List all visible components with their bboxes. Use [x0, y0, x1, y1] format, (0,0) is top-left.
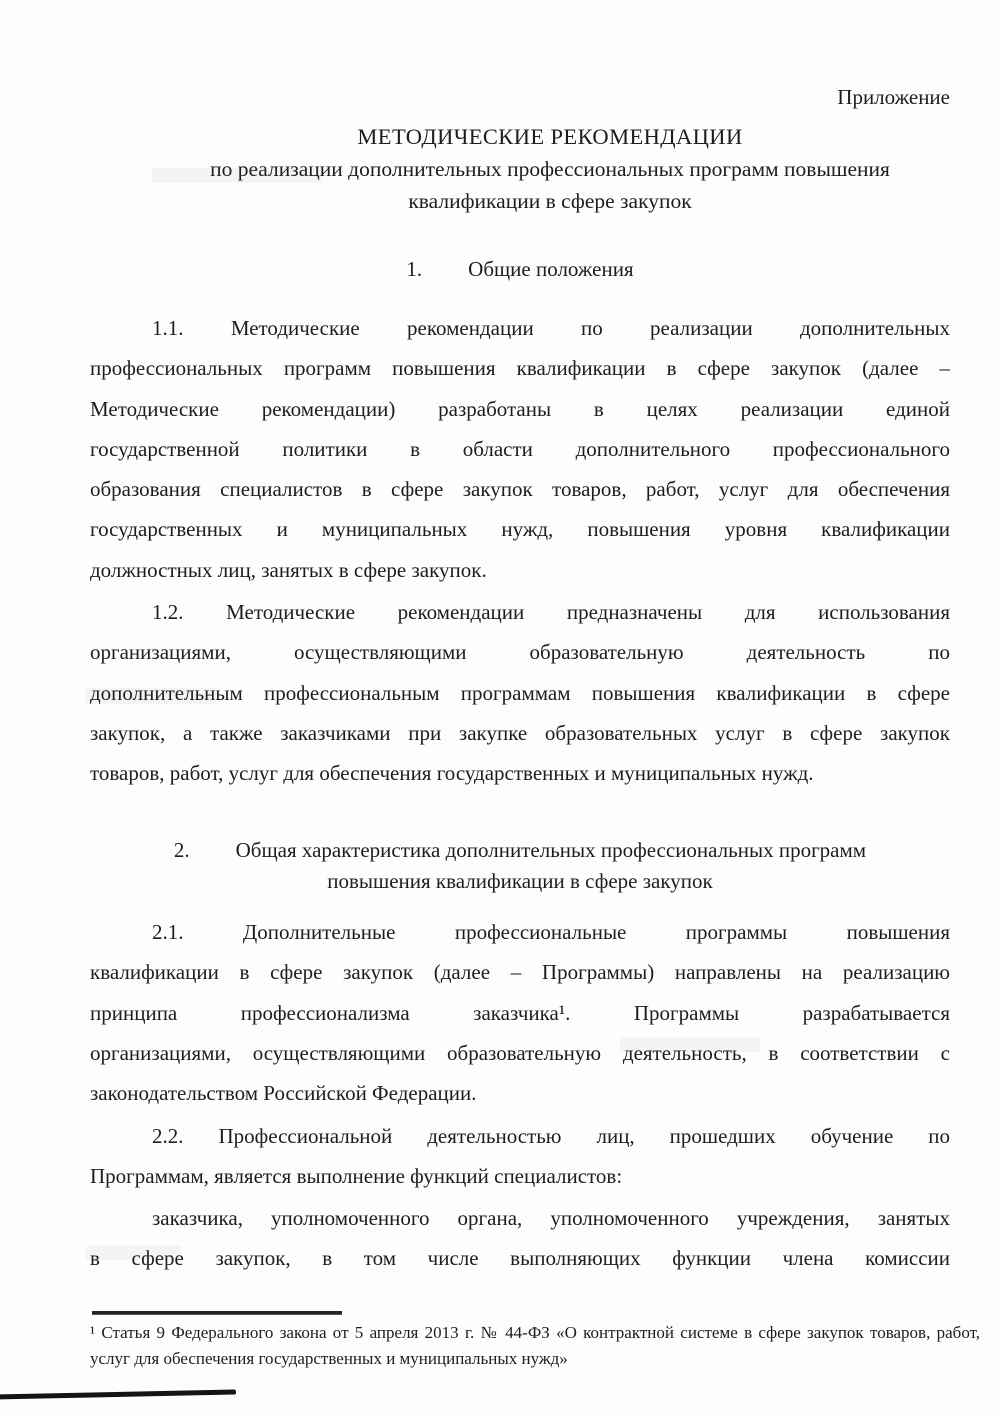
section-1-heading [90, 254, 950, 285]
paragraph-2-1 [90, 912, 950, 1113]
footnote-separator-rule [92, 1311, 342, 1315]
appendix-label: Приложение [837, 85, 950, 109]
text-line: принципа профессионализма заказчика¹. Программы разрабатывается [90, 1000, 950, 1025]
document-title-subline-2: квалификации в сфере закупок [408, 189, 692, 213]
text-line: 2.2. Профессиональной деятельностью лиц, прошедших обучение по [152, 1124, 950, 1148]
text-line: законодательством Российской Федерации. [90, 1081, 477, 1106]
scan-artifact-line [0, 1389, 236, 1399]
text-line: услуг для обеспечения государственных и муниципальных нужд» [90, 1348, 568, 1368]
text-line: в сфере закупок, в том числе выполняющих функции члена комиссии [90, 1246, 950, 1271]
text-line: профессиональных программ повышения квалификации в сфере закупок (далее – [90, 356, 950, 381]
text-line: организациями, осуществляющими образовательную деятельность по [90, 640, 950, 665]
section-2-heading [90, 835, 950, 897]
text-line: квалификации в сфере закупок (далее – Программы) направлены на реализацию [90, 960, 950, 985]
section-1-number: 1. [406, 257, 423, 281]
text-line: Программам, является выполнение функций специалистов: [90, 1164, 623, 1189]
text-line: должностных лиц, занятых в сфере закупок. [90, 557, 487, 582]
paragraph-2-2 [90, 1116, 950, 1197]
paragraph-2-2-continuation [90, 1198, 950, 1279]
text-line: товаров, работ, услуг для обеспечения государственных и муниципальных нужд. [90, 761, 814, 786]
text-line: 2.1. Дополнительные профессиональные программы повышения [152, 920, 950, 944]
document-title-main: МЕТОДИЧЕСКИЕ РЕКОМЕНДАЦИИ [357, 124, 743, 149]
section-2-number: 2. [173, 838, 190, 862]
section-2-title-line-1: Общая характеристика дополнительных профессиональных программ [235, 838, 867, 862]
text-line: государственных и муниципальных нужд, повышения уровня квалификации [90, 517, 950, 542]
text-line: образования специалистов в сфере закупок товаров, работ, услуг для обеспечения [90, 477, 950, 502]
text-line: ¹ Статья 9 Федерального закона от 5 апреля 2013 г. № 44-ФЗ «О контрактной системе в сфере закупок товаров, работ, [90, 1323, 980, 1342]
footnote [90, 1320, 980, 1371]
text-line: заказчика, уполномоченного органа, уполномоченного учреждения, занятых [152, 1206, 950, 1230]
section-2-title-line-2: повышения квалификации в сфере закупок [327, 869, 713, 893]
paragraph-1-1 [90, 308, 950, 590]
text-line: государственной политики в области дополнительного профессионального [90, 436, 950, 461]
section-1-title: Общие положения [468, 257, 634, 281]
document-title [150, 121, 950, 217]
paragraph-1-2 [90, 592, 950, 793]
text-line: 1.1. Методические рекомендации по реализации дополнительных [152, 316, 950, 340]
text-line: 1.2. Методические рекомендации предназначены для использования [152, 600, 950, 624]
text-line: закупок, а также заказчиками при закупке образовательных услуг в сфере закупок [90, 720, 950, 745]
text-line: Методические рекомендации) разработаны в целях реализации единой [90, 396, 950, 421]
section-2-heading-line-1 [90, 835, 950, 866]
text-line: дополнительным профессиональным программам повышения квалификации в сфере [90, 680, 950, 705]
text-line: организациями, осуществляющими образовательную деятельность, в соответствии с [90, 1040, 950, 1065]
document-title-subline-1: по реализации дополнительных профессиональных программ повышения [210, 157, 890, 181]
